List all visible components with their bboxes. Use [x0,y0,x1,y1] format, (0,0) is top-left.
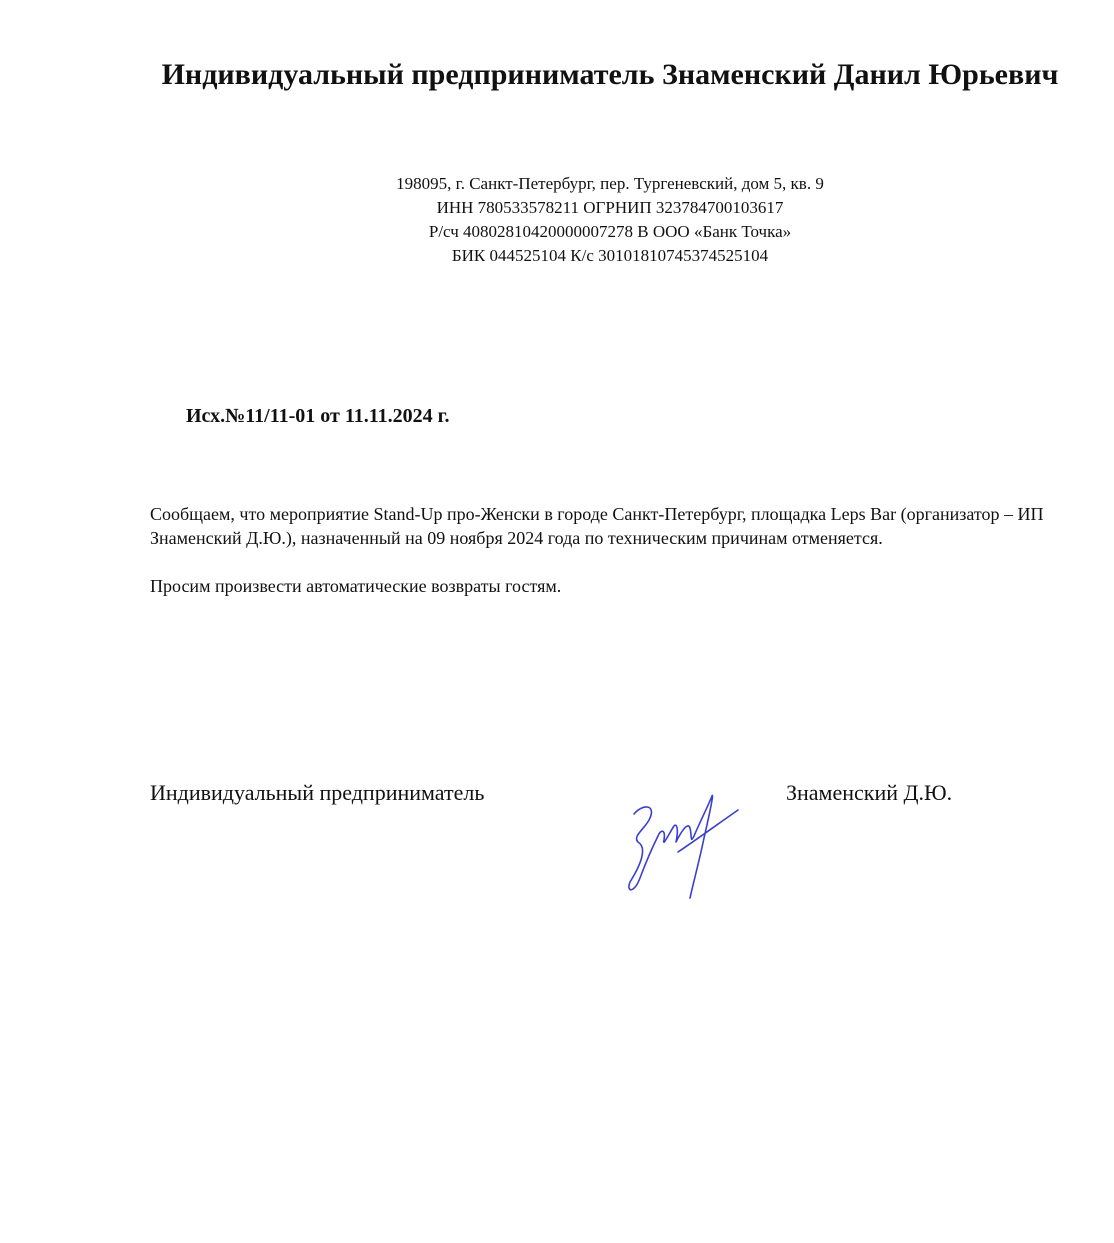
bank-account-line: Р/сч 40802810420000007278 В ООО «Банк Точка» [428,222,792,241]
inn-ogrnip-line: ИНН 780533578211 ОГРНИП 323784700103617 [436,198,784,217]
signature-stroke [629,795,738,898]
signer-name: Знаменский Д.Ю. [786,780,953,805]
requisites-block [300,172,920,268]
signer-position: Индивидуальный предприниматель [150,780,485,805]
body-paragraph: Просим произвести автоматические возвраты гостям. [150,576,562,596]
bik-ks-line: БИК 044525104 К/с 30101810745374525104 [451,246,769,265]
body-paragraph: Сообщаем, что мероприятие Stand-Up про-Женски в городе Санкт-Петербург, площадка Leps Bar (организатор – ИП Знаменский Д.Ю.), назначенный на 09 ноября 2024 года по техническим причинам отменяется. [150,504,1044,548]
outgoing-reference: Исх.№11/11-01 от 11.11.2024 г. [186,405,450,427]
handwritten-signature [612,782,748,902]
address-line: 198095, г. Санкт-Петербург, пер. Тургеневский, дом 5, кв. 9 [396,174,824,193]
letter-body [150,502,1050,598]
letterhead-title: Индивидуальный предприниматель Знаменский Данил Юрьевич [161,58,1059,91]
